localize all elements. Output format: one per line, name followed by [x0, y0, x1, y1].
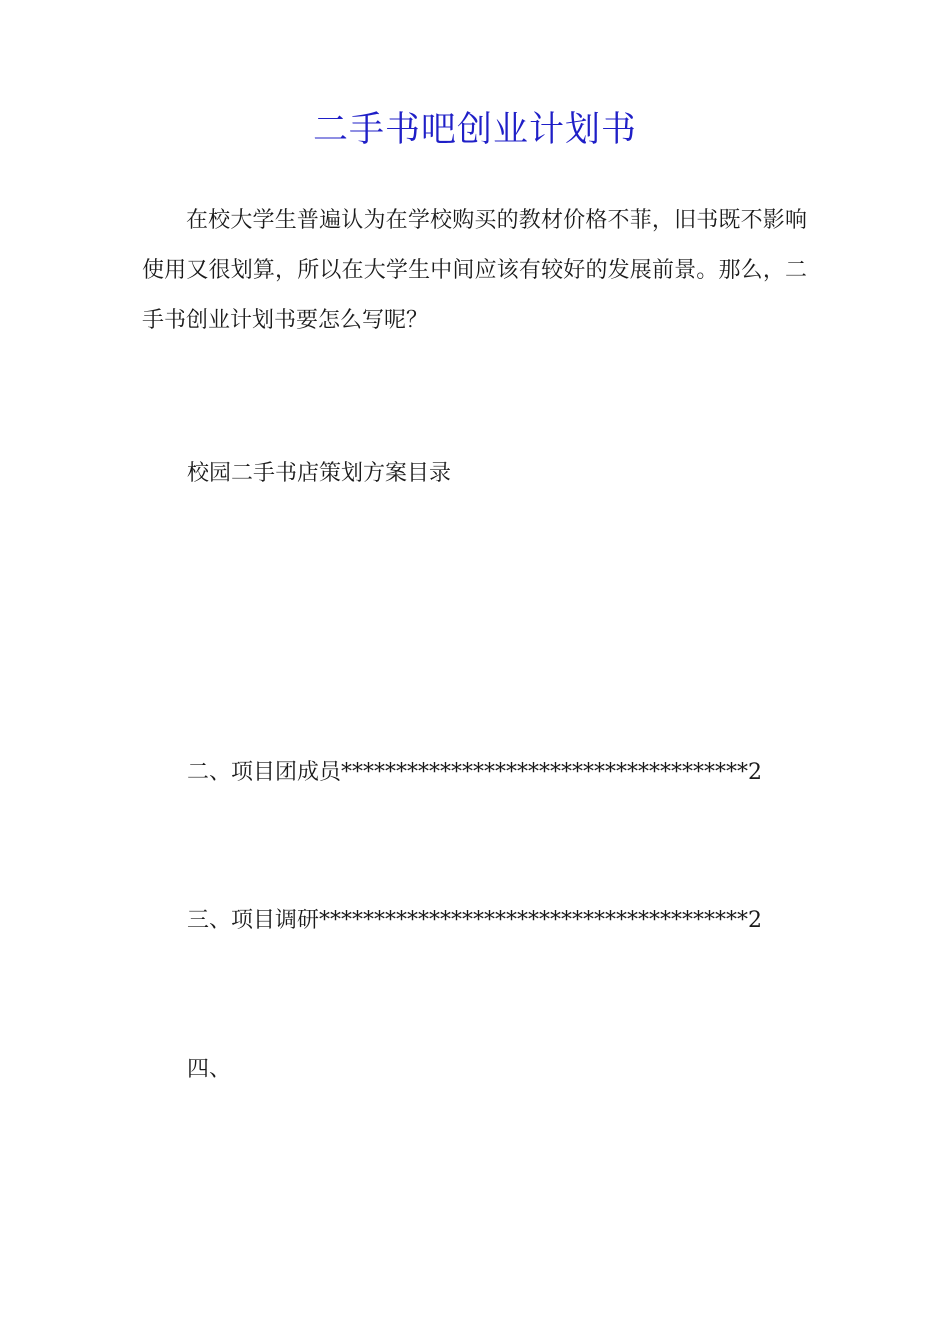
toc-item-page: 2 [748, 908, 763, 933]
toc-item [187, 905, 762, 937]
toc-heading: 校园二手书店策划方案目录 [187, 461, 452, 486]
toc-item [187, 1054, 231, 1086]
document-title: 二手书吧创业计划书 [312, 110, 637, 150]
toc-item-label: 三、项目调研 [187, 908, 320, 933]
intro-paragraph: 在校大学生普遍认为在学校购买的教材价格不菲，旧书既不影响使用又很划算，所以在大学生中间应该有较好的发展前景。那么，二手书创业计划书要怎么写呢？ [142, 208, 807, 333]
toc-item-label: 四、 [187, 1057, 232, 1082]
toc-item-leader: ************************************* [341, 760, 749, 785]
toc-item [187, 757, 762, 789]
toc-item-page: 2 [748, 760, 763, 785]
toc-item-label: 二、项目团成员 [187, 760, 342, 785]
toc-item-leader: *************************************** [319, 908, 749, 933]
